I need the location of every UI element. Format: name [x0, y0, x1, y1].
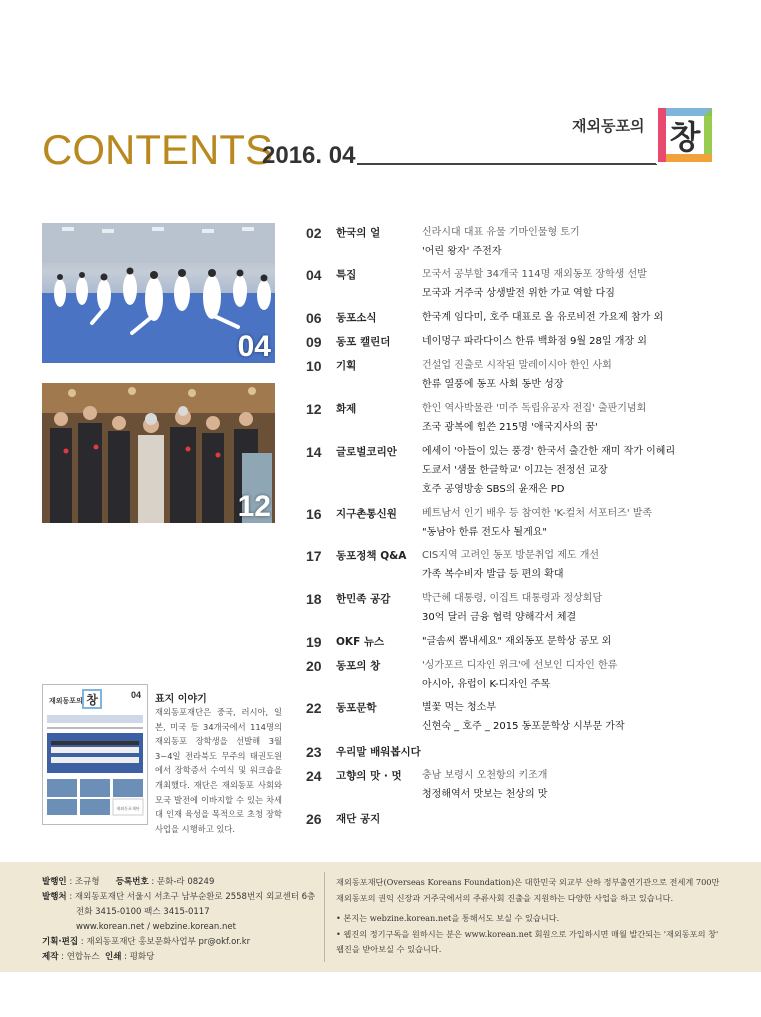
toc-article-title: 모국과 거주국 상생발전 위한 가교 역할 다짐: [422, 288, 615, 299]
magazine-logo-text: 재외동포의: [572, 117, 645, 135]
toc-section-name: OKF 뉴스: [336, 636, 385, 648]
toc-article-title: "글솜씨 뽐내세요" 재외동포 문학상 공모 외: [422, 636, 612, 647]
page-number-badge: 12: [237, 490, 271, 523]
toc-page-number: 17: [306, 548, 322, 564]
publication-info: 발행인 : 조규형 등록번호 : 문화-라 08249 발행처 : 재외동포재단 서울시 서초구 남부순환로 2558번지 외교센터 6층 전화 3415-0100 팩스 3415-0117 www.korean.net / webzine.korean.net 기획·편집 : 재외동포재단 홍보문화사업부 pr@okf.or.kr 제작 : 연합뉴스 인쇄 : 평화당: [42, 877, 316, 962]
toc-article-title: 에세이 '아들이 있는 풍경' 한국서 출간한 재미 작가 이혜리: [422, 446, 676, 457]
page-number-badge: 04: [237, 330, 271, 363]
toc-page-number: 24: [306, 768, 322, 784]
toc-page-number: 04: [306, 267, 322, 283]
toc-article-title: 별꽃 먹는 청소부: [422, 702, 496, 713]
toc-page-number: 26: [306, 811, 322, 827]
toc-section-name: 한민족 공감: [336, 593, 391, 605]
toc-article-title: 신현숙 _ 호주 _ 2015 동포문학상 시부문 가작: [422, 721, 625, 732]
toc-page-number: 18: [306, 591, 322, 607]
toc-article-title: 건설업 진출로 시작된 말레이시아 한인 사회: [422, 360, 612, 371]
toc-section-name: 특집: [336, 269, 357, 281]
toc-article-title: 한류 열풍에 동포 사회 동반 성장: [422, 379, 564, 390]
toc-section-name: 동포 캘린더: [336, 336, 391, 348]
toc-article-title: 네이멍구 파라다이스 한류 백화점 9월 28일 개장 외: [422, 336, 647, 347]
toc-article-title: 아시아, 유럽이 K-디자인 주목: [422, 679, 551, 690]
header-divider: [357, 163, 657, 165]
toc-article-title: 충남 보령시 오천항의 키조개: [422, 770, 548, 781]
contents-title: CONTENTS: [42, 126, 273, 173]
toc-section-name: 기획: [336, 360, 357, 372]
magazine-logo: [656, 106, 714, 164]
toc-page-number: 12: [306, 401, 322, 417]
toc-section-name: 동포소식: [336, 312, 377, 324]
toc-article-title: 청정해역서 맛보는 천상의 맛: [422, 789, 548, 800]
toc-article-title: 베트남서 인기 배우 등 참여한 'K-컬처 서포터즈' 발족: [422, 508, 653, 519]
toc-section-name: 지구촌통신원: [336, 508, 397, 520]
toc-article-title: "동남아 한류 전도사 될게요": [422, 527, 547, 538]
toc-section-name: 재단 공지: [336, 813, 381, 825]
toc-page-number: 16: [306, 506, 322, 522]
webzine-note: • 본지는 webzine.korean.net을 통해서도 보실 수 있습니다.: [336, 913, 560, 923]
subscription-note: • 웹진의 정기구독을 원하시는 분은 www.korean.net 회원으로 가입하시면 매월 발간되는 '재외동포의 창' 웹진을 받아보실 수 있습니다.: [336, 928, 719, 954]
issue-date: 2016. 04: [262, 142, 356, 169]
svg-text:재외동포재단: 재외동포재단: [116, 806, 140, 811]
foundation-about: 재외동포재단(Overseas Koreans Foundation)은 대한민국 외교부 산하 정부출연기관으로 전세계 700만 재외동포의 권익 신장과 거주국에서의 주류사회 진출을 지원하는 다양한 사업을 하고 있습니다.: [336, 877, 720, 903]
toc-page-number: 23: [306, 744, 322, 760]
toc-article-title: 조국 광복에 힘쓴 215명 '애국지사의 꿈': [422, 422, 598, 433]
toc-article-title: CIS지역 고려인 동포 방문취업 제도 개선: [422, 550, 600, 561]
toc-page-number: 14: [306, 444, 322, 460]
toc-section-name: 동포의 창: [336, 660, 381, 672]
toc-article-title: 30억 달러 금융 협력 양해각서 체결: [422, 612, 577, 623]
toc-page-number: 22: [306, 700, 322, 716]
toc-article-title: '어린 왕자' 주전자: [422, 246, 502, 257]
logo-char: 창: [669, 118, 701, 156]
toc-article-title: 모국서 공부할 34개국 114명 재외동포 장학생 선발: [422, 269, 647, 280]
toc-section-name: 동포문학: [336, 702, 377, 714]
toc-page-number: 06: [306, 310, 322, 326]
toc-page-number: 09: [306, 334, 322, 350]
footer-divider: [324, 872, 325, 962]
toc-section-name: 화제: [336, 403, 357, 415]
ceremony-photo: [42, 383, 275, 523]
toc-article-title: 한국계 임다미, 호주 대표로 올 유로비전 가요제 참가 외: [422, 312, 664, 323]
toc-page-number: 10: [306, 358, 322, 374]
toc-section-name: 우리말 배워봅시다: [336, 746, 421, 758]
toc-section-name: 고향의 맛 · 멋: [336, 770, 402, 782]
toc-article-title: 박근혜 대통령, 이집트 대통령과 정상회담: [422, 593, 603, 604]
cover-story-heading: 표지 이야기: [155, 694, 207, 705]
toc-page-number: 19: [306, 634, 322, 650]
toc-section-name: 한국의 얼: [336, 227, 381, 239]
toc-article-title: 가족 복수비자 발급 등 편의 확대: [422, 569, 564, 580]
foundation-info: [336, 875, 726, 958]
toc-article-title: 한인 역사박물관 '미주 독립유공자 전집' 출판기념회: [422, 403, 647, 414]
cover-thumbnail: [42, 684, 148, 825]
toc-page-number: 20: [306, 658, 322, 674]
svg-text:창: 창: [86, 693, 98, 707]
toc-article-title: '싱가포르 디자인 위크'에 선보인 디자인 한류: [422, 660, 618, 671]
cover-issue-number: 04: [131, 690, 142, 700]
toc-article-title: 도쿄서 '샘물 한글학교' 이끄는 전정선 교장: [422, 465, 608, 476]
cover-story-text: 재외동포재단은 중국, 러시아, 일본, 미국 등 34개국에서 114명의 재외동포 장학생을 선발해 3월 3~4일 전라북도 무주의 태권도원에서 장학증서 수여식 및 워크숍을 개최했다. 재단은 재외동포 사회와 모국 발전에 이바지할 수 있는 차세대 인재 육성을 목적으로 초청 장학 사업을 시행하고 있다.: [155, 707, 282, 834]
toc-article-title: 신라시대 대표 유물 기마인물형 토기: [422, 227, 580, 238]
taekwondo-photo: [42, 223, 275, 363]
toc-section-name: 글로벌코리안: [336, 446, 397, 458]
toc-section-name: 동포정책 Q&A: [336, 550, 407, 562]
svg-text:재외동포의: 재외동포의: [49, 697, 83, 705]
toc-page-number: 02: [306, 225, 322, 241]
toc-article-title: 호주 공영방송 SBS의 윤재은 PD: [422, 484, 565, 495]
